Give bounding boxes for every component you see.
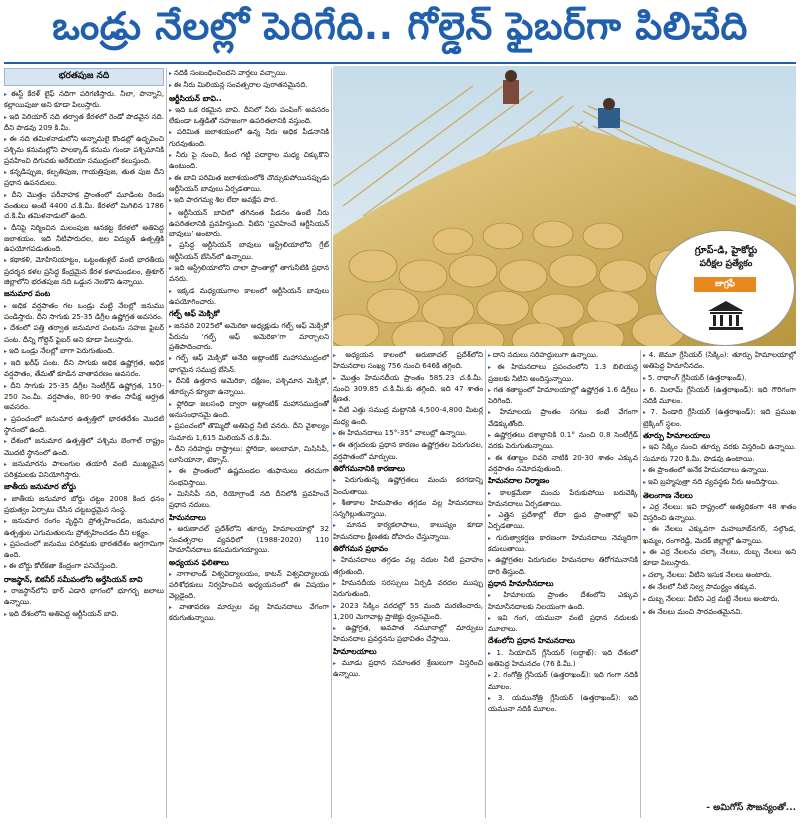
bullet-paragraph: ▸ నాగాలాండ్ విశ్వవిద్యాలయం, కాటన్ విశ్వవిద్యాలయ పరిశోధకులు నిర్వహించిన అధ్యయనంలో ఈ విషయం వెల్లడైంది. — [169, 569, 329, 601]
section-heading: తూర్పు హిమాలయాలు — [643, 431, 711, 441]
bullet-paragraph: ▸ వాతావరణ మార్పుల వల్ల హిమనదాలు వేగంగా కరుగుతున్నాయి. — [169, 602, 329, 624]
bullet-paragraph: ▸ ఉష్ణోగ్రతలు దశాబ్దానికి 0.1° నుంచి 0.8 సెంటీగ్రేడ్ వరకు పెరుగుతున్నాయి. — [488, 430, 638, 452]
column-divider — [166, 68, 167, 818]
bullet-paragraph: ▸ కాలక్రమేణా మంచు పేరుకుపోయి బరువెక్కి హిమనదాలు ఏర్పడతాయి. — [488, 488, 638, 510]
bullet-paragraph: ▸ ఈ తగ్గుదలకు ప్రధాన కారణం ఉష్ణోగ్రతల పెరుగుదల, వర్షపాతంలో మార్పులు. — [333, 440, 483, 462]
bullet-paragraph: ▸ ఎర్ర నేలలు: ఇవి రాష్ట్రంలో అత్యధికంగా 48 శాతం విస్తరించి ఉన్నాయి. — [643, 502, 796, 524]
bullet-paragraph: ▸ దేశంలో జనుమార ఉత్పత్తిలో పశ్చిమ బెంగాల్ రాష్ట్రం మొదటి స్థానంలో ఉంది. — [4, 436, 164, 458]
column-2 — [169, 68, 329, 819]
bullet-paragraph: ▸ ఈ ప్రాంతంలో అనేక హిమనదాలు ఉన్నాయి. — [643, 465, 796, 476]
bullet-paragraph: ▸ దుబ్బ నేలలు: వీటిని ఎర్ర మట్టి నేలలు అంటారు. — [643, 594, 796, 605]
bullet-paragraph: ▸ దీనికి ఉత్తరాన అమెరికా, దక్షిణం, పశ్చిమాన మెక్సికో, తూర్పున క్యూబా ఉన్నాయి. — [169, 376, 329, 398]
bullet-paragraph: ▸ హిమాలయ ప్రాంతం దేశంలోని ఎక్కువ హిమానీనదాలకు నిలయంగా ఉంది. — [488, 590, 638, 612]
bullet-paragraph: ▸ ఈ ఎర్ర నేలలను చల్కా నేలలు, దుబ్బ నేలలు అని కూడా పిలుస్తారు. — [643, 547, 796, 569]
bullet-paragraph: ▸ 2. గంగోత్రి గ్లేసియర్ (ఉత్తరాఖండ్): ఇది గంగా నదికి మూలం. — [488, 670, 638, 692]
bullet-paragraph: ▸ రాజస్థాన్‌లోని థార్ ఎడారి భాగంలో భూగర్భ జలాలు ఉన్నాయి. — [4, 586, 164, 608]
bullet-paragraph: ▸ 1. సియాచిన్ గ్లేసియర్ (లద్దాఖ్): ఇది దేశంలో అతిపెద్ద హిమనదం (76 కి.మీ.) — [488, 648, 638, 670]
bullet-paragraph: ▸ ప్రపంచంలో జనుమార ఉత్పత్తిలో భారతదేశం మొదటి స్థానంలో ఉంది. — [4, 414, 164, 436]
bullet-paragraph: ▸ ఈస్ట్ కేరళ్ లైఫ్ నదిగా పరిగణిస్తారు. నీలా, పొన్నాని, కల్లాయిపుజు అని కూడా పిలుస్తారు. — [4, 89, 164, 111]
bullet-paragraph: ▸ ఈ నది తమిళనాడులోని అన్నామలై కొండల్లో ఉద్భవించి పశ్చిమ కనుమల్లోని పాలక్కాడ్ కనుమ గుండా పశ్చిమానికి ప్రవహించి దిగువకు అరేబియా సముద్రంలో కలుస్తుంది. — [4, 134, 164, 166]
bullet-paragraph: ▸ ఈ బోర్డు కోల్‌కతా కేంద్రంగా పనిచేస్తుంది. — [4, 561, 164, 572]
bullet-paragraph: ▸ ఈ హిమనదాలు 15°-35° వాలుల్లో ఉన్నాయి. — [333, 428, 483, 439]
column-divider — [640, 350, 641, 818]
bullet-paragraph: ▸ ఈ నీరు మిలియన్ల సంవత్సరాల పురాతనమైనది. — [169, 80, 329, 91]
section-heading: తిరోగమన ప్రభావం — [333, 544, 389, 554]
bullet-paragraph: ▸ ఈ నేలలో నీటి నిల్వ సామర్థ్యం తక్కువ. — [643, 582, 796, 593]
column-4 — [488, 350, 638, 819]
bullet-paragraph: ▸ 6. మిలామ్ గ్లేసియర్ (ఉత్తరాఖండ్): ఇది గౌరిగంగా నదికి మూలం. — [643, 385, 796, 407]
bullet-paragraph: ▸ ఇవి గంగ, యమునా వంటి ప్రధాన నదులకు మూలాలు. — [488, 613, 638, 635]
bullet-paragraph: ▸ పరిమిత జలాశయంలో ఉన్న నీరు అధిక పీడనానికి గురవుతుంది. — [169, 127, 329, 149]
column-3 — [333, 350, 483, 819]
building-icon — [706, 299, 746, 331]
section-heading: ప్రధాన హిమానీనదాలు — [488, 578, 554, 588]
bullet-paragraph: ▸ దీని మొత్తం పరీవాహక ప్రాంతంలో మూడింట రెండు వంతులు అంటే 4400 చ.కి.మీ. కేరళలో మిగిలిన 1786 చ.కి.మీ తమిళనాడులో ఉంది. — [4, 190, 164, 222]
column-divider — [331, 68, 332, 818]
bullet-paragraph: ▸ ఆర్టీసియన్ బావిలో తగినంత పీడనం ఉంటే నీరు ఉపరితలానికి ప్రవహిస్తుంది. వీటిని ‘ప్రవహించే ఆర్టీసియన్ బావులు’ అంటారు. — [169, 208, 329, 240]
bullet-paragraph: ▸ జనుమారను పాలంగుల తయారీ వంటి ముఖ్యమైన పరిశ్రమలకు వినియోగిస్తారు. — [4, 459, 164, 481]
bullet-paragraph: ▸ జాతీయ జనుమార బోర్డు చట్టం 2008 కింద ధనం ప్రభుత్వం ఏర్పాటు చేసిన చట్టబద్ధమైన సంస్థ. — [4, 494, 164, 516]
bullet-paragraph: ▸ మూడు ప్రధాన సమాంతర శ్రేణులుగా విస్తరించి ఉన్నాయి. — [333, 658, 483, 680]
section-heading: హిమనదాల నిర్మాణం — [488, 476, 550, 486]
headline-rule — [4, 62, 796, 64]
section-heading: జాతీయ జనుమార బోర్డు — [4, 482, 76, 492]
bullet-paragraph: ▸ ప్రసిద్ధ ఆర్టీసియన్ బావులు ఆస్ట్రేలియాలోని గ్రేట్ ఆర్టీసియన్ బేసిన్‌లో ఉన్నాయి. — [169, 240, 329, 262]
bullet-paragraph: ▸ జనుమార రంగం వృద్ధిని ప్రోత్సహించడం, జనుమార ఉత్పత్తుల ఎగుమతులను ప్రోత్సహించడం దీని లక్ష్యం. — [4, 516, 164, 538]
section-heading: తిరోగమనానికి కారణాలు — [333, 463, 406, 473]
bullet-paragraph: ▸ వీటి ఎత్తు సముద్ర మట్టానికి 4,500-4,800 మీటర్ల మధ్య ఉంది. — [333, 405, 483, 427]
bullet-paragraph: ▸ ఇది ఒక రకమైన బావి. దీనిలో నీరు పంపింగ్ అవసరం లేకుండా ఒత్తిడితో సహజంగా ఉపరితలానికి వస్తుంది. — [169, 105, 329, 127]
credit-line: - అమిగోస్ సౌజన్యంతో... — [706, 803, 796, 813]
section-heading: గల్ఫ్ ఆఫ్ మెక్సికో — [169, 309, 220, 319]
bullet-paragraph: ▸ కన్నడిప్పుజ, కల్పతిపుజ, గాయత్రిపుజ, తుత పుజ దీని ప్రధాన ఉపనదులు. — [4, 167, 164, 189]
bullet-paragraph: ▸ మిసిసిపీ నది, రియోగ్రాండే నది దీనిలోకి ప్రవహించే ప్రధాన నదులు. — [169, 489, 329, 511]
bullet-paragraph: ▸ ఈ శతాబ్దం చివరి నాటికి 20-30 శాతం ఎక్కువ వర్షపాతం నమోదవుతుంది. — [488, 453, 638, 475]
bullet-paragraph: ▸ ఇవి బ్రహ్మపుత్రా నది వ్యవస్థకు నీరు అందిస్తాయి. — [643, 477, 796, 488]
bullet-paragraph: ▸ శీతాకాల హిమపాతం తగ్గడం వల్ల హిమనదాలు సన్నగిల్లుతున్నాయి. — [333, 498, 483, 520]
bullet-paragraph: ▸ 4. జెమూ గ్లేసియర్ (సిక్కిం): తూర్పు హిమాలయాల్లో అతిపెద్ద హిమానీనదం. — [643, 350, 796, 372]
section-heading: ఆర్టీసియన్ బావి.. — [169, 93, 222, 103]
section-heading: హిమాలయాలు — [333, 646, 377, 656]
section-heading: రాజస్థాన్, బికనీర్ సమీపంలోని అర్తేసియన్ బావి — [4, 574, 143, 584]
section-heading: జనుమార పంట — [4, 289, 51, 299]
bullet-paragraph: ▸ కథాకళి, మోహినియాట్టం, ఒట్టంతుళ్లల్ వంటి భారతీయ ప్రదర్శన కళల ప్రసిద్ధ కేంద్రమైన కేరళ కళామండలం, త్రిశూర్ జిల్లాలోని భరతపుజ నది ఒడ్డున నెలకొని ఉన్నాయి. — [4, 255, 164, 287]
section-box-title: భరతపుజ నది — [4, 68, 164, 86]
section-heading: తెలంగాణ నేలలు — [643, 490, 693, 500]
badge-line-1: గ్రూప్-డి, హైకోర్టు — [694, 245, 758, 256]
bullet-paragraph: ▸ హిమనదాలు తగ్గడం వల్ల నదుల నీటి ప్రవాహం తగ్గుతుంది. — [333, 555, 483, 577]
bullet-paragraph: ▸ దీని సాగుకు 25-35 డిగ్రీల సెంటీగ్రేడ్ ఉష్ణోగ్రత, 150-250 సెం.మీ. వర్షపాతం, 80-90 శాతం సాపేక్ష ఆర్ద్రత అవసరం. — [4, 381, 164, 413]
bullet-paragraph: ▸ దీనిపై నిర్మించిన మలంపుజ ఆనకట్ట కేరళలో అతిపెద్ద జలాశయం. ఇది నీటిపారుదల, జల విద్యుత్ ఉత్పత్తికి ఉపయోగపడుతుంది. — [4, 223, 164, 255]
bullet-paragraph: ▸ ఈ నేలలు ఎక్కువగా మహబూబ్‌నగర్, నల్గొండ, ఖమ్మం, రంగారెడ్డి, మెదక్ జిల్లాల్లో ఉన్నాయి. — [643, 524, 796, 546]
bullet-paragraph: ▸ ఉష్ణోగ్రత, అవపాత నమూనాల్లో మార్పులు హిమనదాల ప్రవర్తనను ప్రభావితం చేస్తాయి. — [333, 623, 483, 645]
bullet-paragraph: ▸ ఇది దేశంలోని అతిపెద్ద ఆర్టీసియన్ బావి. — [4, 609, 164, 620]
bullet-paragraph: ▸ మానవ కార్యకలాపాలు, కాలుష్యం కూడా హిమనదాల క్షీణతకు దోహదం చేస్తున్నాయి. — [333, 520, 483, 542]
bullet-paragraph: ▸ 5. రాథాంగ్ గ్లేసియర్ (ఉత్తరాఖండ్). — [643, 373, 796, 384]
bullet-paragraph: ▸ గత శతాబ్దంలో హిమాలయాల్లో ఉష్ణోగ్రత 1.6 డిగ్రీలు పెరిగింది. — [488, 385, 638, 407]
bullet-paragraph: ▸ నీరు పై నుంచి, కింద గట్టి పదార్థాల మధ్య చిక్కుకొని ఉంటుంది. — [169, 150, 329, 172]
bullet-paragraph: ▸ మొత్తం హిమనదీయ ప్రాంతం 585.23 చ.కి.మీ. నుంచి 309.85 చ.కి.మీ.కు తగ్గింది. ఇది 47 శాతం క్షీణత. — [333, 373, 483, 405]
bullet-paragraph: ▸ ఈ నేలలు మంచి సారవంతమైనవి. — [643, 607, 796, 618]
bullet-paragraph: ▸ ఇది పెరియార్ నది తర్వాత కేరళలో రెండో పొడవైన నది. దీని పొడవు 209 కి.మీ. — [4, 112, 164, 134]
bullet-paragraph: ▸ ఈ హిమనదాలు ప్రపంచంలోని 1.3 బిలియన్ల ప్రజలకు నీటిని అందిస్తున్నాయి. — [488, 362, 638, 384]
bullet-paragraph: ▸ దేశంలో పత్తి తర్వాత జనుమార పంటను సహజ ఫైబర్ పంట. దీన్ని గోల్డెన్ ఫైబర్ అని కూడా పిలుస్తారు. — [4, 323, 164, 345]
bullet-paragraph: ▸ ఇక్కడ మధ్యయుగాల కాలంలో ఆర్టీసియన్ బావులు ఉపయోగించారు. — [169, 286, 329, 308]
bullet-paragraph: ▸ ఇది ఆస్ట్రేలియాలోని చాలా ప్రాంతాల్లో తాగునీటికి ప్రధాన వనరు. — [169, 263, 329, 285]
bullet-paragraph: ▸ అధిక వర్షపాతం గల ఒండ్రు మట్టి నేలల్లో జనుము పండిస్తారు. దీని సాగుకు 25-35 డిగ్రీల ఉష్ణోగ్రత అవసరం. — [4, 301, 164, 323]
bullet-paragraph: ▸ చల్కా నేలలు: వీటిని ఇసుక నేలలు అంటారు. — [643, 570, 796, 581]
bullet-paragraph: ▸ గల్ఫ్ ఆఫ్ మెక్సికో అనేది అట్లాంటిక్ మహాసముద్రంలో భాగమైన సముద్ర బేసిన్. — [169, 353, 329, 375]
section-heading: అధ్యయన ఫలితాలు — [169, 557, 229, 567]
bullet-paragraph: ▸ పెరుగుతున్న ఉష్ణోగ్రతలు మంచు కరగడాన్ని పెంచుతాయి. — [333, 475, 483, 497]
bullet-paragraph: ▸ జనవరి 2025లో అమెరికా అధ్యక్షుడు గల్ఫ్ ఆఫ్ మెక్సికో పేరును ‘గల్ఫ్ ఆఫ్ అమెరికా’గా మార్చాలని ప్రతిపాదించారు. — [169, 321, 329, 353]
headline: ఒండ్రు నేలల్లో పెరిగేది.. గోల్డెన్ ఫైబర్‌గా పిలిచేది — [52, 4, 748, 48]
bullet-paragraph: ▸ ప్రపంచంలో తొమ్మిదో అతిపెద్ద నీటి వనరు. దీని వైశాల్యం సుమారు 1,615 మిలియన్ చ.కి.మీ. — [169, 421, 329, 443]
column-divider — [485, 350, 486, 818]
bullet-paragraph: ▸ ఇది ఒండ్రు నేలల్లో బాగా పెరుగుతుంది. — [4, 346, 164, 357]
bullet-paragraph: ▸ ఇది పారగమ్య శిల లేదా అవక్షేప పొర. — [169, 195, 329, 206]
bullet-paragraph: ▸ దాని నదులు సరిహద్దులుగా ఉన్నాయి. — [488, 350, 638, 361]
bullet-paragraph: ▸ గురుత్వాకర్షణ కారణంగా హిమనదాలు నెమ్మదిగా కదులుతాయి. — [488, 533, 638, 555]
bullet-paragraph: ▸ ఇవి సిక్కిం నుంచి తూర్పు వరకు విస్తరించి ఉన్నాయి. సుమారు 720 కి.మీ. పొడవు ఉంటాయి. — [643, 442, 796, 464]
bullet-paragraph: ▸ దీని సరిహద్దు రాష్ట్రాలు: ఫ్లోరిడా, అలబామా, మిసిసిపీ, లూసియానా, టెక్సాస్. — [169, 444, 329, 466]
bullet-paragraph: ▸ ఫ్లోరిడా జలసంధి ద్వారా అట్లాంటిక్ మహాసముద్రంతో అనుసంధానమై ఉంది. — [169, 399, 329, 421]
bullet-paragraph: ▸ హిమాలయ ప్రాంతం సగటు కంటే వేగంగా వేడెక్కుతోంది. — [488, 407, 638, 429]
badge-line-2: పరీక్షల ప్రత్యేకం — [699, 259, 753, 269]
bullet-paragraph: ▸ ఇది ఖరీఫ్ పంట. దీని సాగుకు అధిక ఉష్ణోగ్రత, అధిక వర్షపాతం, తేమతో కూడిన వాతావరణం అవసరం. — [4, 358, 164, 380]
column-5 — [643, 350, 796, 798]
bullet-paragraph: ▸ ఈ బావి పరిమిత జలాశయంలోకి చొచ్చుకుపోయినప్పుడు ఆర్టీసియన్ బావులు ఏర్పడతాయి. — [169, 173, 329, 195]
bullet-paragraph: ▸ ఉష్ణోగ్రతల పెరుగుదల హిమనదాల తిరోగమనానికి దారి తీస్తుంది. — [488, 555, 638, 577]
bullet-paragraph: ▸ ప్రపంచంలో జనుము పరిశ్రమకు భారతదేశం అగ్రగామిగా ఉంది. — [4, 539, 164, 561]
bullet-paragraph: ▸ 7. పిండారి గ్లేసియర్ (ఉత్తరాఖండ్): ఇది ప్రముఖ ట్రెక్కింగ్ స్థలం. — [643, 407, 796, 429]
exam-special-badge — [655, 230, 795, 346]
bullet-paragraph: ▸ ఎత్తైన ప్రదేశాల్లో లేదా ధ్రువ ప్రాంతాల్లో ఇవి ఏర్పడతాయి. — [488, 510, 638, 532]
column-1 — [4, 89, 164, 819]
bullet-paragraph: ▸ నదికి సంబంధించిందని వార్తలు వచ్చాయి. — [169, 68, 329, 79]
section-heading: హిమనదాలు — [169, 512, 206, 522]
bullet-paragraph: ▸ ఈ ప్రాంతంలో ఉష్ణమండల తుఫానులు తరచుగా సంభవిస్తాయి. — [169, 466, 329, 488]
bullet-paragraph: ▸ 3. యమునోత్రి గ్లేసియర్ (ఉత్తరాఖండ్): ఇది యమునా నదికి మూలం. — [488, 693, 638, 715]
bullet-paragraph: ▸ 2023 సిక్కిం వరదల్లో 55 మంది మరణించారు, 1,200 మెగావాట్ల ప్రాజెక్టు ధ్వంసమైంది. — [333, 601, 483, 623]
badge-tag: జాగ్రఫీ — [694, 277, 756, 292]
section-heading: దేశంలోని ప్రధాన హిమనదాలు — [488, 636, 575, 646]
bullet-paragraph: ▸ అధ్యయన కాలంలో అరుణాచల్ ప్రదేశ్‌లోని హిమనదాల సంఖ్య 756 నుంచి 646కి తగ్గింది. — [333, 350, 483, 372]
bullet-paragraph: ▸ హిమనదీయ సరస్సులు ఏర్పడి వరదల ముప్పు పెరుగుతుంది. — [333, 578, 483, 600]
bullet-paragraph: ▸ అరుణాచల్ ప్రదేశ్‌లోని తూర్పు హిమాలయాల్లో 32 సంవత్సరాల వ్యవధిలో (1988-2020) 110 హిమానీనదాలు కనుమరుగయ్యాయి. — [169, 524, 329, 556]
